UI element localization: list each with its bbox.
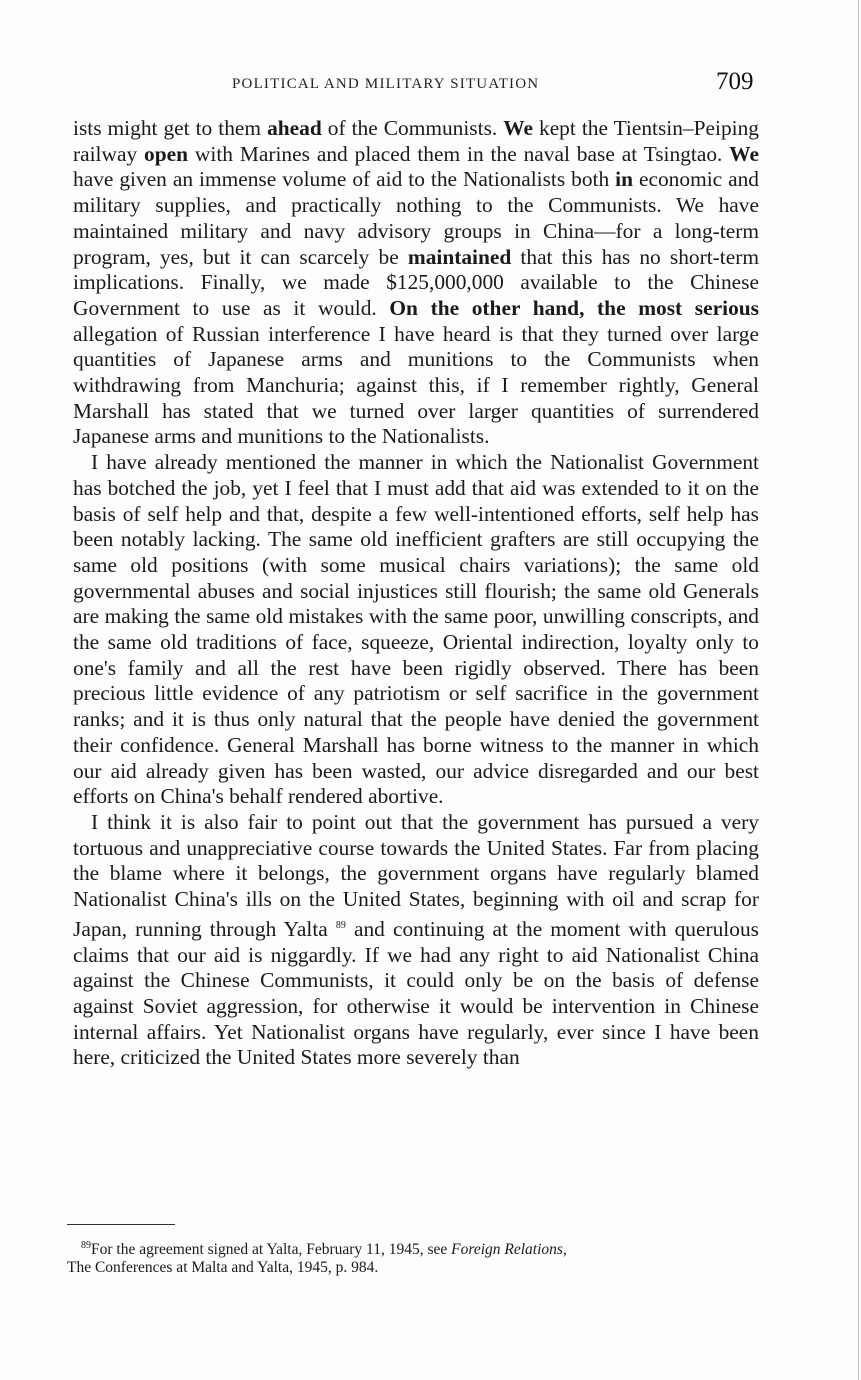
footnote: $^{89}$For the agreement signed at Yalta, February 11, 1945, see Foreign Relations, The Conferences at Malta and Yalta, 1945, p. 984. xyxy=(67,1240,567,1277)
paragraph-2: I have already mentioned the manner in which the Nationalist Government has botched the job, yet I feel that I must add that aid was extended to it on the basis of self help and that, despite a few well-intentioned efforts, self help has been notably lacking. The same old inefficient grafters are still occupying the same old positions (with some musical chairs variations); the same old governmental abuses and social injustices still flourish; the same old Generals are making the same old mistakes with the same poor, unwilling conscripts, and the same old traditions of face, squeeze, Oriental indirection, loyalty only to one's family and all the rest have been rigidly observed. There has been precious little evidence of any patriotism or self sacrifice in the government ranks; and it is thus only natural that the people have denied the government their confidence. General Marshall has borne witness to the manner in which our aid already given has been wasted, our advice disregarded and our best efforts on China's behalf rendered abortive. xyxy=(73,450,759,809)
page-number: 709 xyxy=(716,68,754,95)
paragraph-3: I think it is also fair to point out that the government has pursued a very tortuous and unappreciative course towards the United States. Far from placing the blame where it belongs, the government organs have regularly blamed Nationalist China's ills on the United States, beginning with oil and scrap for Japan, running through Yalta $^{89}$ and continuing at the moment with querulous claims that our aid is niggardly. If we had any right to aid Nationalist China against the Chinese Communists, it could only be on the basis of defense against Soviet aggression, for otherwise it would be intervention in Chinese internal affairs. Yet Nationalist organs have regularly, ever since I have been here, criticized the United States more severely than xyxy=(73,809,759,1070)
footnote-title: Foreign Relations, xyxy=(451,1241,567,1259)
footnote-rule xyxy=(67,1224,175,1225)
footnote-marker: 89 xyxy=(81,1240,91,1251)
running-head: POLITICAL AND MILITARY SITUATION xyxy=(232,76,540,92)
page-edge xyxy=(858,0,859,1380)
body-text xyxy=(73,116,759,1071)
paragraph-1: ists might get to them ahead of the Communists. We kept the Tientsin–Peiping railway open with Marines and placed them in the naval base at Tsingtao. We have given an immense volume of aid to the Nationalists both in economic and military supplies, and practically nothing to the Communists. We have maintained military and navy advisory groups in China—for a long-term program, yes, but it can scarcely be maintained that this has no short-term implications. Finally, we made $125,000,000 available to the Chinese Government to use as it would. On the other hand, the most serious allegation of Russian interference I have heard is that they turned over large quantities of Japanese arms and munitions to the Communists when withdrawing from Manchuria; against this, if I remember rightly, General Marshall has stated that we turned over larger quantities of surrendered Japanese arms and munitions to the Nationalists. xyxy=(73,116,760,449)
footnote-reference[interactable]: 89 xyxy=(335,919,346,931)
